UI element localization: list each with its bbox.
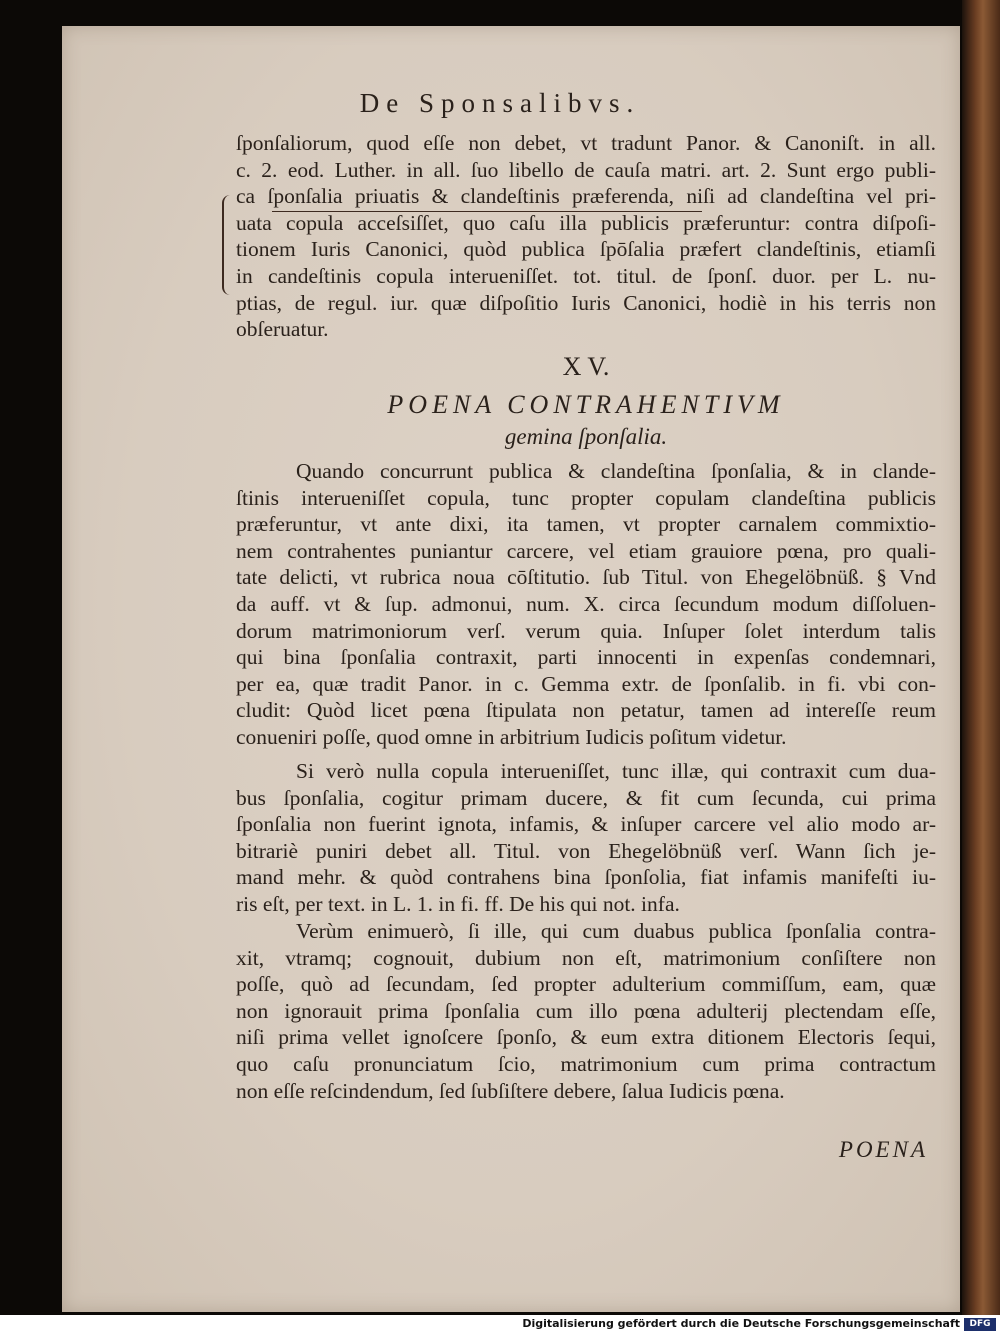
text-line: poſſe, quò ad ſecundam, ſed propter adulterium commiſſum, eam, quæ: [236, 972, 936, 997]
text-line: bitrariè puniri debet all. Titul. von Ehegelöbnüß verſ. Wann ſich je-: [236, 838, 936, 863]
text-line: conueniri poſſe, quod omne in arbitrium Iudicis poſitum videtur.: [236, 724, 787, 749]
text-line: ſponſaliorum, quod eſſe non debet, vt tradunt Panor. & Canoniſt. in all.: [236, 131, 936, 155]
catchword: POENA: [838, 1137, 928, 1162]
text-line: bus ſponſalia, cogitur primam ducere, & fit cum ſecunda, cui prima: [236, 785, 936, 810]
paragraph-block-2: [236, 458, 936, 751]
text-line: tionem Iuris Canonici, quòd publica ſpōſalia præfert clandeſtinis, etiamſi: [236, 237, 936, 262]
text-line: quo caſu pronunciatum ſcio, matrimonium cum prima contractum: [236, 1051, 936, 1076]
text-line: Verùm enimuerò, ſi ille, qui cum duabus publica ſponſalia contra-: [296, 919, 936, 943]
text-line: ſtinis interueniſſet copula, tunc propter copulam clandeſtina publicis: [236, 485, 936, 510]
text-line: ris eſt, per text. in L. 1. in fi. ff. De his qui not. infa.: [236, 891, 680, 916]
running-head: De Sponsalibvs.: [359, 88, 641, 118]
text-line: obſeruatur.: [236, 317, 329, 342]
text-line: xit, vtramq; cognouit, dubium non eſt, matrimonium conſiſtere non: [236, 945, 936, 970]
section-subtitle: gemina ſponſalia.: [504, 424, 668, 449]
text-line: ptias, de regul. iur. quæ diſpoſitio Iuris Canonici, hodiè in his terris non: [236, 290, 936, 315]
book-spine: [962, 0, 1000, 1315]
paragraph-block-4: [236, 918, 936, 1104]
text-line: uata copula acceſsiſſet, quo caſu illa publicis præferuntur: contra diſpoſi-: [236, 210, 936, 235]
text-line: nem contrahentes puniantur carcere, vel etiam grauiore pœna, pro quali-: [236, 538, 936, 563]
text-line: niſi prima vellet ignoſcere ſponſo, & eum extra ditionem Electoris ſequi,: [236, 1025, 936, 1050]
section-number: X V.: [562, 352, 610, 381]
footer-credit: Digitalisierung gefördert durch die Deutsche Forschungsgemeinschaft: [522, 1317, 960, 1330]
text-line: ca ſponſalia priuatis & clandeſtinis præferenda, niſi ad clandeſtina vel pri-: [236, 184, 936, 209]
text-line: qui bina ſponſalia contraxit, parti innocenti in expenſas condemnari,: [236, 645, 936, 670]
text-line: per ea, quæ tradit Panor. in c. Gemma extr. de ſponſalib. in fi. vbi con-: [236, 671, 936, 696]
text-line: c. 2. eod. Luther. in all. ſuo libello de cauſa matri. art. 2. Sunt ergo publi-: [236, 157, 936, 182]
text-line: non ignorauit prima ſponſalia cum illo pœna adulterij plectendam eſſe,: [236, 998, 936, 1023]
paragraph-block-3: [236, 758, 936, 918]
text-line: tate delicti, vt rubrica noua cōſtitutio. ſub Titul. von Ehegelöbnüß. § Vnd: [236, 565, 936, 590]
text-line: in candeſtinis copula interueniſſet. tot. titul. de ſponſ. duor. per L. nu-: [236, 263, 936, 288]
text-line: Quando concurrunt publica & clandeſtina ſponſalia, & in clande-: [296, 459, 936, 483]
dfg-logo: DFG: [964, 1318, 996, 1331]
text-line: dorum matrimoniorum verſ. verum quia. Inſuper ſolet interdum talis: [236, 618, 936, 643]
text-line: ſponſalia non fuerint ignota, infamis, & inſuper carcere vel alio modo ar-: [236, 812, 936, 837]
footer-bar: [0, 1315, 1000, 1335]
text-line: mand mehr. & quòd contrahens bina ſponſolia, fiat infamis manifeſti iu-: [236, 865, 936, 890]
paragraph-block-1: [236, 130, 936, 343]
manuscript-bracket-mark: [222, 195, 234, 295]
section-title: POENA CONTRAHENTIVM: [387, 390, 785, 419]
text-line: da auff. vt & ſup. admonui, num. X. circa ſecundum modum diſſoluen-: [236, 591, 936, 616]
text-line: præferuntur, vt ante dixi, ita tamen, vt propter carnalem commixtio-: [236, 512, 936, 537]
text-line: Si verò nulla copula interueniſſet, tunc illæ, qui contraxit cum dua-: [296, 759, 936, 783]
text-line: cludit: Quòd licet pœna ſtipulata non petatur, tamen ad intereſſe reum: [236, 698, 936, 723]
text-line: non eſſe reſcindendum, ſed ſubſiſtere debere, ſalua Iudicis pœna.: [236, 1078, 785, 1103]
